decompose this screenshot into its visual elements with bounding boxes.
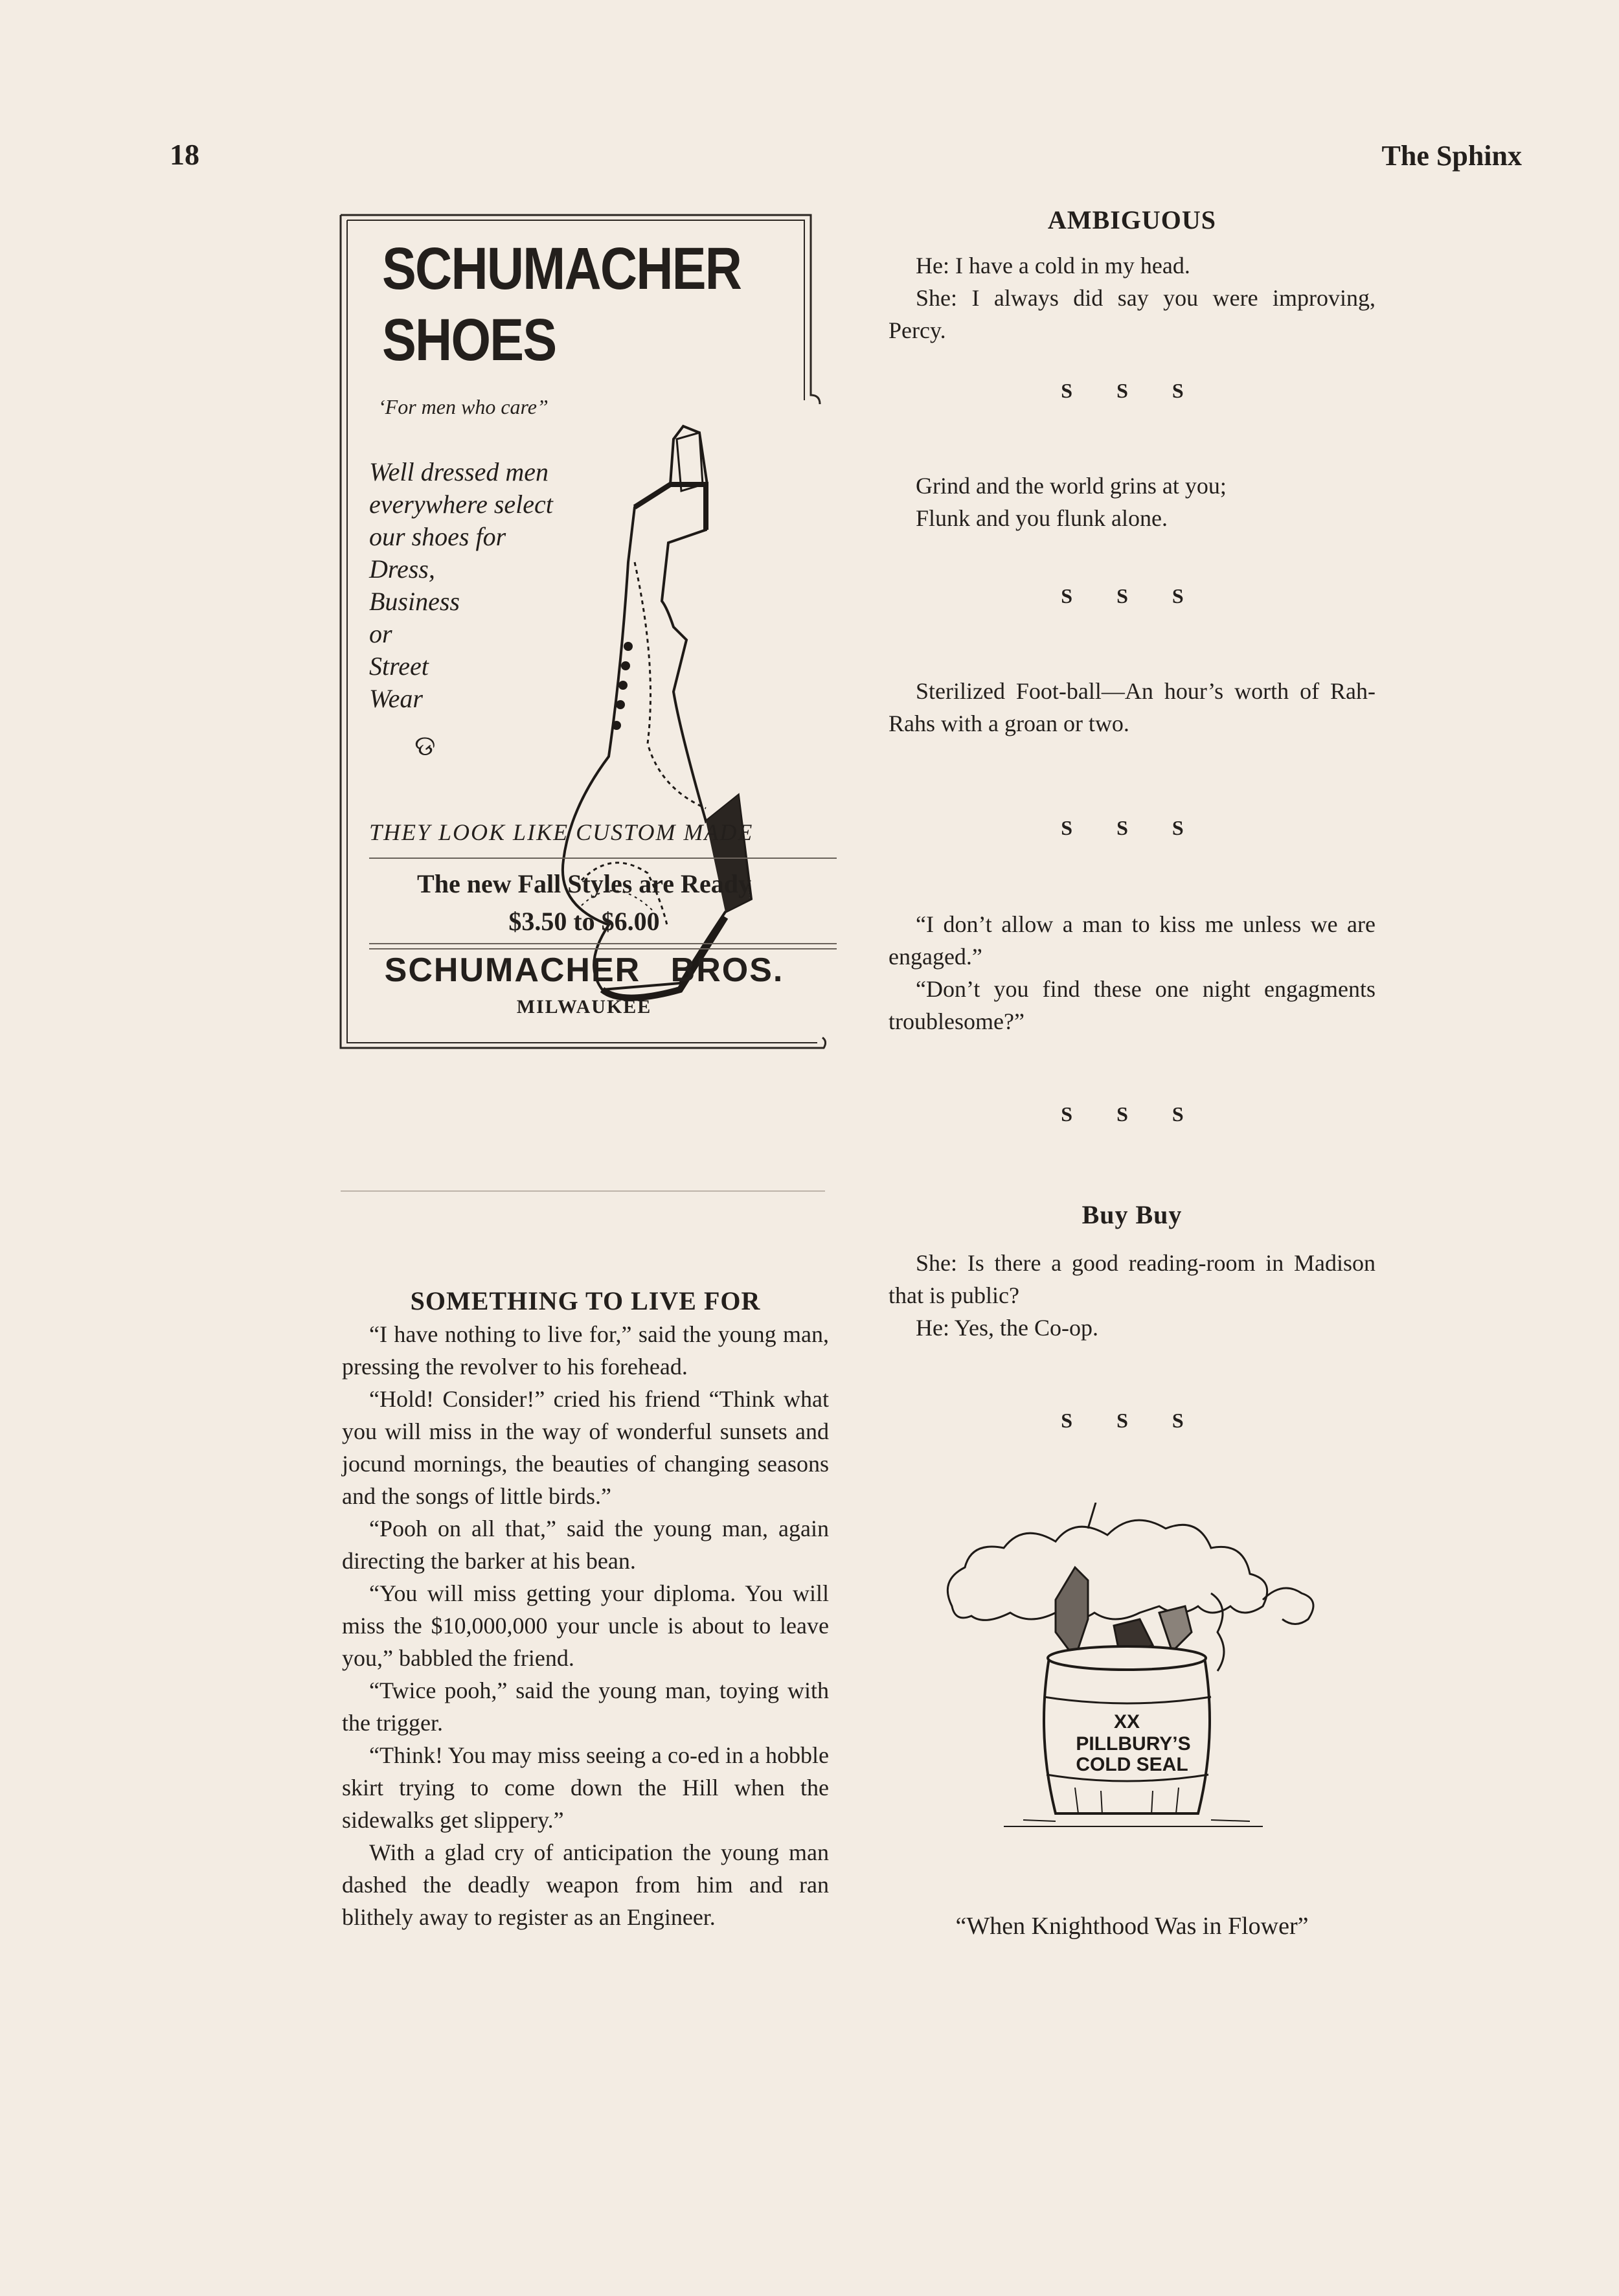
separator: S S S: [1061, 379, 1203, 402]
buy-heading: Buy Buy: [1081, 1200, 1183, 1229]
ambiguous-heading: AMBIGUOUS: [1047, 205, 1217, 234]
barrel-label-xx: XX: [1113, 1711, 1140, 1733]
ad-city: MILWAUKEE: [516, 996, 652, 1017]
ad-company: SCHUMACHER BROS.: [384, 951, 784, 989]
story-paragraph: With a glad cry of anticipation the young man dashed the deadly weapon from him and ran blithely away to register as an Engineer.: [342, 1839, 829, 1930]
joke-line: Flunk and you flunk alone.: [916, 505, 1168, 531]
ad-body-line: Dress,: [369, 554, 435, 584]
story-paragraph: “I have nothing to live for,” said the young man, pressing the revolver to his forehead.: [342, 1321, 829, 1380]
ad-title-line1: SCHUMACHER: [382, 236, 742, 302]
barrel-label-product: COLD SEAL: [1076, 1754, 1188, 1775]
cartoon-caption: “When Knighthood Was in Flower”: [955, 1913, 1309, 1940]
joke-line: She: Is there a good reading-room in Madison that is public?: [889, 1250, 1376, 1308]
ad-rule: [369, 858, 837, 859]
football-joke: [889, 675, 1376, 740]
story-paragraph: “You will miss getting your diploma. You will miss the $10,000,000 your uncle is about to leave you,” babbled the friend.: [342, 1580, 829, 1671]
story-paragraph: “Pooh on all that,” said the young man, again directing the barker at his bean.: [342, 1516, 829, 1574]
story-heading: SOMETHING TO LIVE FOR: [410, 1286, 761, 1315]
ambiguous-joke: [889, 249, 1376, 347]
separator: S S S: [1061, 1102, 1203, 1126]
story-paragraph: “Hold! Consider!” cried his friend “Think what you will miss in the way of wonderful sunsets and jocund mornings, the beauties of changing seasons and the songs of little birds.”: [342, 1386, 829, 1509]
ad-price-line: $3.50 to $6.00: [508, 907, 660, 936]
running-title: The Sphinx: [1381, 140, 1522, 172]
ad-body-line: Well dressed men: [369, 457, 549, 486]
column-divider: [341, 1190, 825, 1192]
ad-title-line2: SHOES: [382, 307, 556, 373]
ad-title: [382, 233, 741, 376]
engaged-joke: [889, 908, 1376, 1038]
joke-line: Sterilized Foot-ball—An hour’s worth of Rah-Rahs with a groan or two.: [889, 678, 1376, 736]
ad-body-line: Wear: [369, 684, 423, 713]
separator: S S S: [1061, 1409, 1203, 1432]
schumacher-advertisement: [338, 206, 826, 1056]
ad-body-line: Business: [369, 587, 460, 616]
separator: S S S: [1061, 816, 1203, 839]
grind-joke: [889, 470, 1376, 534]
ad-body-line: everywhere select: [369, 490, 553, 519]
story-text: [342, 1318, 829, 1933]
ad-body-line: our shoes for: [369, 522, 506, 551]
joke-line: Grind and the world grins at you;: [916, 473, 1227, 499]
ad-rule: [369, 943, 837, 944]
story-paragraph: “Think! You may miss seeing a co-ed in a hobble skirt trying to come down the Hill when the sidewalks get slippery.”: [342, 1742, 829, 1833]
ad-custom-made: THEY LOOK LIKE CUSTOM MADE: [369, 819, 754, 845]
joke-line: He: Yes, the Co-op.: [916, 1315, 1099, 1341]
ad-styles-block: [338, 865, 830, 940]
buy-joke: [889, 1247, 1376, 1344]
ad-body-line: or: [369, 619, 392, 648]
barrel-label-brand: PILLBURY’S: [1076, 1733, 1191, 1755]
ad-rule: [369, 948, 837, 949]
ornament-icon: ଡ: [414, 730, 436, 762]
ad-body-line: Street: [369, 652, 429, 681]
ad-tagline: ‘For men who care”: [378, 395, 549, 418]
joke-line: He: I have a cold in my head.: [916, 253, 1190, 278]
page-number: 18: [170, 138, 199, 171]
joke-line: “Don’t you find these one night engagments troublesome?”: [889, 976, 1376, 1034]
beer-barrel-cartoon: [926, 1503, 1334, 1878]
joke-line: “I don’t allow a man to kiss me unless we are engaged.”: [889, 911, 1376, 970]
story-paragraph: “Twice pooh,” said the young man, toying with the trigger.: [342, 1677, 829, 1736]
ad-styles-line: The new Fall Styles are Ready: [417, 869, 751, 898]
joke-line: She: I always did say you were improving, Percy.: [889, 285, 1376, 343]
separator: S S S: [1061, 584, 1203, 608]
